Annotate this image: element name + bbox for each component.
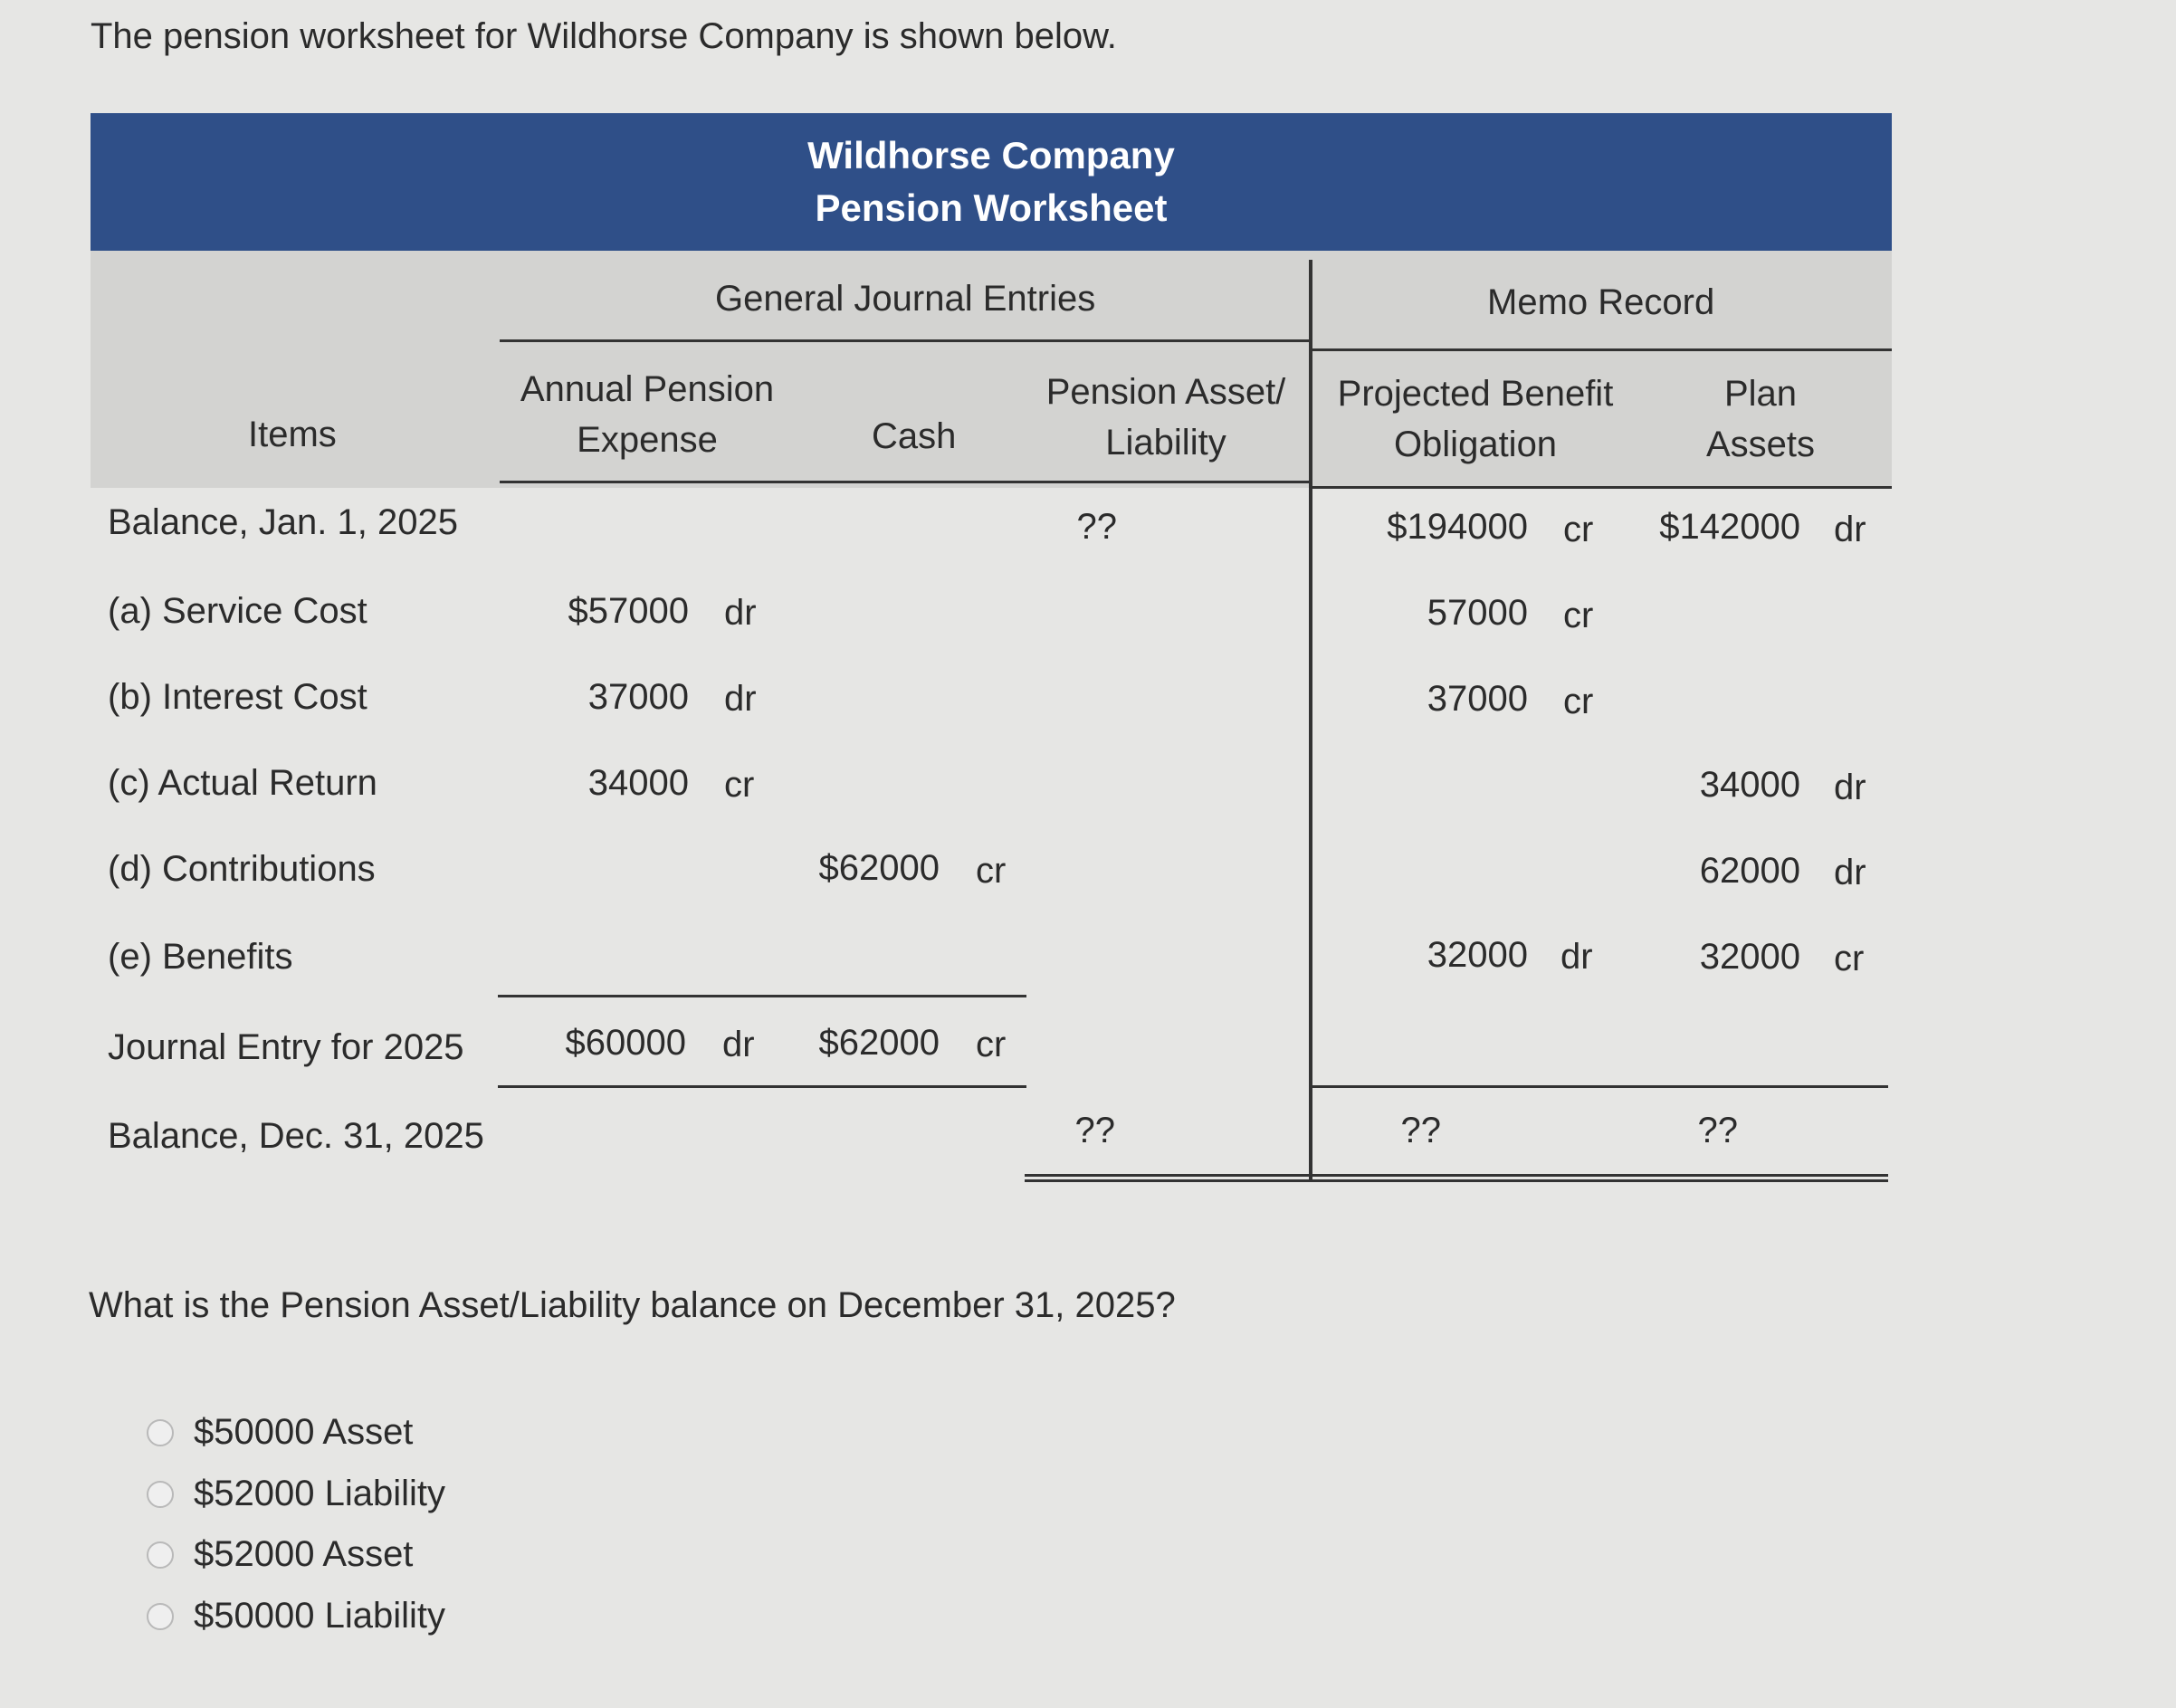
pbo-value: 32000 (1427, 935, 1528, 975)
col-pal-line2: Liability (1105, 423, 1226, 463)
expense-value: 37000 (587, 677, 689, 717)
pa-value: ?? (1697, 1111, 1738, 1150)
pbo-dc: cr (1563, 682, 1594, 721)
expense-dc: dr (724, 679, 757, 719)
pa-value: 32000 (1699, 937, 1800, 977)
pbo-dc: cr (1563, 510, 1594, 549)
pbo-value: ?? (1400, 1111, 1441, 1150)
expense-value: 34000 (587, 763, 689, 803)
cash-value: $62000 (818, 848, 940, 888)
pbo-dc: dr (1560, 937, 1593, 977)
worksheet-title-banner (91, 113, 1892, 251)
rule-subtotal (498, 995, 1026, 997)
rule-header-right (1312, 486, 1892, 489)
col-pbo-line1: Projected Benefit (1337, 374, 1614, 414)
pal-value: ?? (1076, 507, 1117, 547)
expense-dc: dr (722, 1025, 755, 1064)
rule-journal-entry (498, 1085, 1026, 1088)
row-item: (e) Benefits (108, 937, 293, 977)
radio-button[interactable] (147, 1481, 174, 1508)
col-expense-line2: Expense (577, 420, 718, 460)
option-2[interactable] (147, 1474, 445, 1514)
col-pension-asset-liability (1036, 367, 1295, 468)
row-item: (d) Contributions (108, 849, 376, 889)
col-items: Items (248, 415, 337, 454)
pbo-dc: cr (1563, 596, 1594, 635)
col-pa-line1: Plan (1723, 374, 1798, 414)
col-expense-line1: Annual Pension (520, 369, 775, 409)
rule-header-left (500, 481, 1310, 483)
option-label[interactable]: $52000 Liability (194, 1474, 445, 1513)
radio-button[interactable] (147, 1541, 174, 1569)
rule-vertical-divider (1309, 260, 1312, 1179)
pa-dc: dr (1834, 510, 1866, 549)
cash-value: $62000 (818, 1023, 940, 1063)
pal-value: ?? (1074, 1111, 1115, 1150)
col-pbo-line2: Obligation (1393, 425, 1558, 464)
pa-value: 62000 (1699, 851, 1800, 891)
radio-button[interactable] (147, 1419, 174, 1446)
pa-dc: dr (1834, 768, 1866, 807)
expense-value: $57000 (568, 591, 689, 631)
expense-dc: cr (724, 765, 755, 805)
col-pa-line2: Assets (1705, 425, 1816, 464)
pa-value: $142000 (1659, 507, 1800, 547)
rule-general-group (500, 339, 1310, 342)
rule-memo-total (1312, 1085, 1888, 1088)
col-projected-benefit-obligation (1322, 368, 1629, 470)
option-label[interactable]: $50000 Liability (194, 1596, 445, 1636)
worksheet-name: Pension Worksheet (815, 186, 1168, 229)
cash-dc: cr (976, 1025, 1007, 1064)
pa-value: 34000 (1699, 765, 1800, 805)
pa-dc: dr (1834, 853, 1866, 892)
row-item: Balance, Dec. 31, 2025 (108, 1116, 484, 1156)
cash-dc: cr (976, 851, 1007, 891)
option-label[interactable]: $52000 Asset (194, 1534, 414, 1574)
question-text: What is the Pension Asset/Liability balance on December 31, 2025? (89, 1285, 1176, 1325)
option-label[interactable]: $50000 Asset (194, 1412, 414, 1452)
row-item: Journal Entry for 2025 (108, 1027, 464, 1067)
col-cash: Cash (872, 416, 957, 456)
pa-dc: cr (1834, 939, 1865, 978)
pbo-value: 37000 (1427, 679, 1528, 719)
col-annual-pension-expense (507, 364, 787, 465)
col-plan-assets (1679, 368, 1842, 470)
option-4[interactable] (147, 1596, 445, 1636)
row-item: (a) Service Cost (108, 591, 367, 631)
expense-value: $60000 (565, 1023, 686, 1063)
rule-balance-bottom (1025, 1179, 1888, 1182)
radio-button[interactable] (147, 1603, 174, 1630)
row-item: (c) Actual Return (108, 763, 377, 803)
intro-text: The pension worksheet for Wildhorse Company is shown below. (91, 16, 1117, 56)
rule-memo-group (1312, 348, 1892, 351)
expense-dc: dr (724, 593, 757, 633)
option-1[interactable] (147, 1412, 413, 1453)
row-item: (b) Interest Cost (108, 677, 367, 717)
company-name: Wildhorse Company (807, 134, 1175, 177)
pbo-value: $194000 (1387, 507, 1528, 547)
col-pal-line1: Pension Asset/ (1045, 372, 1286, 412)
group-general-journal: General Journal Entries (715, 279, 1096, 319)
option-3[interactable] (147, 1534, 413, 1575)
rule-balance-top (1025, 1174, 1888, 1177)
group-memo-record: Memo Record (1487, 282, 1715, 322)
row-item: Balance, Jan. 1, 2025 (108, 502, 458, 542)
pbo-value: 57000 (1427, 593, 1528, 633)
